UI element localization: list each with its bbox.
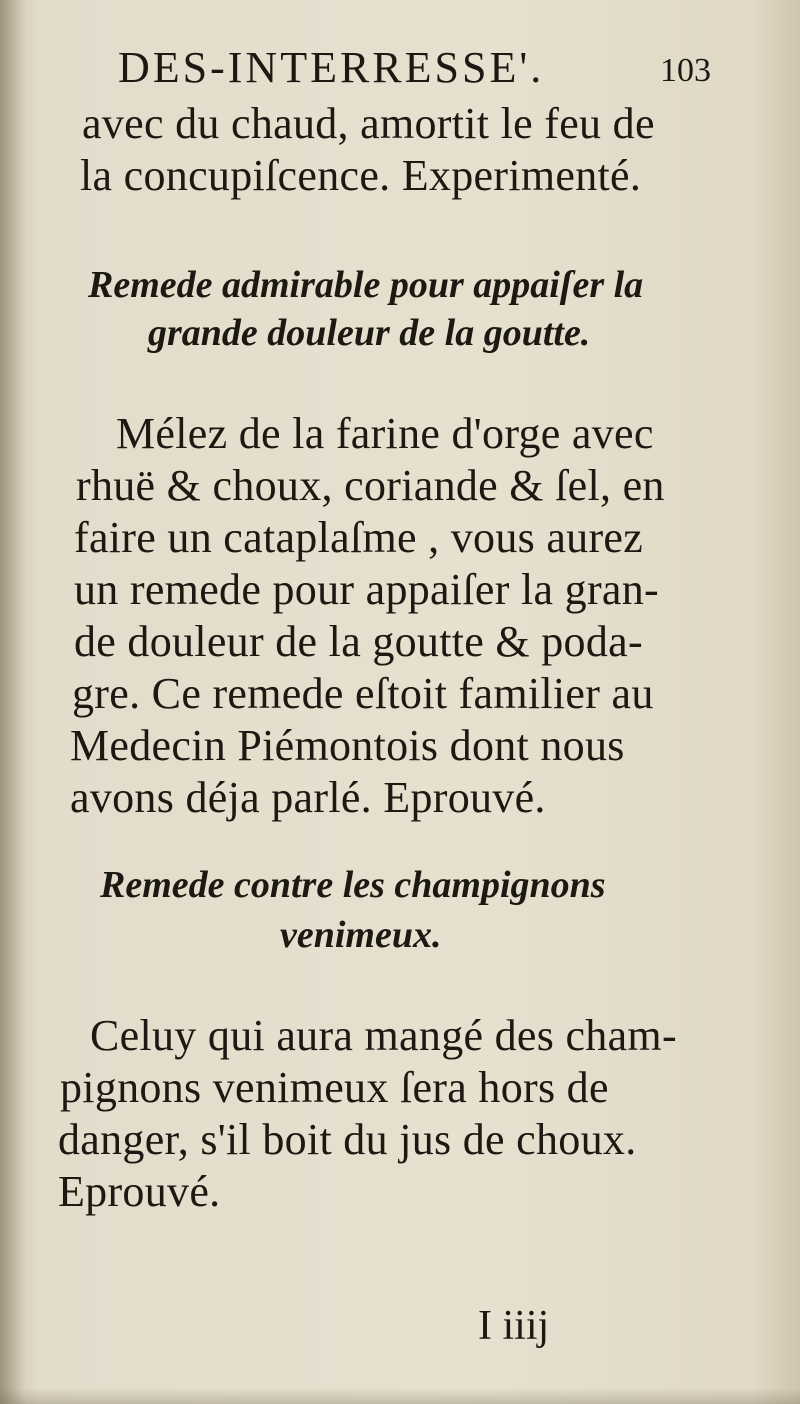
intro-line: avec du chaud, amortit le feu de: [82, 99, 655, 148]
section2-heading-line: Remede contre les champignons: [100, 864, 606, 906]
section1-body-line: Medecin Piémontois dont nous: [70, 721, 625, 770]
section1-body-line: avons déja parlé. Eprouvé.: [70, 773, 546, 822]
gutter-shadow: [0, 0, 26, 1404]
section1-heading-line: Remede admirable pour appaiſer la: [88, 264, 644, 306]
section1-body-line: Mélez de la farine d'orge avec: [116, 409, 654, 458]
section2-heading-line: venimeux.: [280, 914, 442, 956]
section2-body-line: danger, s'il boit du jus de choux.: [58, 1115, 637, 1164]
page-number: 103: [660, 52, 711, 89]
section1-body-line: de douleur de la goutte & poda-: [74, 617, 643, 666]
running-head: DES-INTERRESSE'.: [118, 43, 545, 92]
page-bottom-edge: [0, 1388, 800, 1404]
section1-body-line: gre. Ce remede eſtoit familier au: [72, 669, 654, 718]
section1-heading-line: grande douleur de la goutte.: [148, 312, 591, 354]
section1-body-line: rhuë & choux, coriande & ſel, en: [76, 461, 665, 510]
section1-body-line: un remede pour appaiſer la gran-: [74, 565, 659, 614]
intro-line: la concupiſcence. Experimenté.: [80, 151, 642, 200]
section2-body-line: Eprouvé.: [58, 1167, 221, 1216]
section2-body-line: pignons venimeux ſera hors de: [60, 1063, 609, 1112]
signature-mark: I iiij: [478, 1303, 550, 1349]
section1-body-line: faire un cataplaſme , vous aurez: [74, 513, 644, 562]
section2-body-line: Celuy qui aura mangé des cham-: [90, 1011, 677, 1060]
